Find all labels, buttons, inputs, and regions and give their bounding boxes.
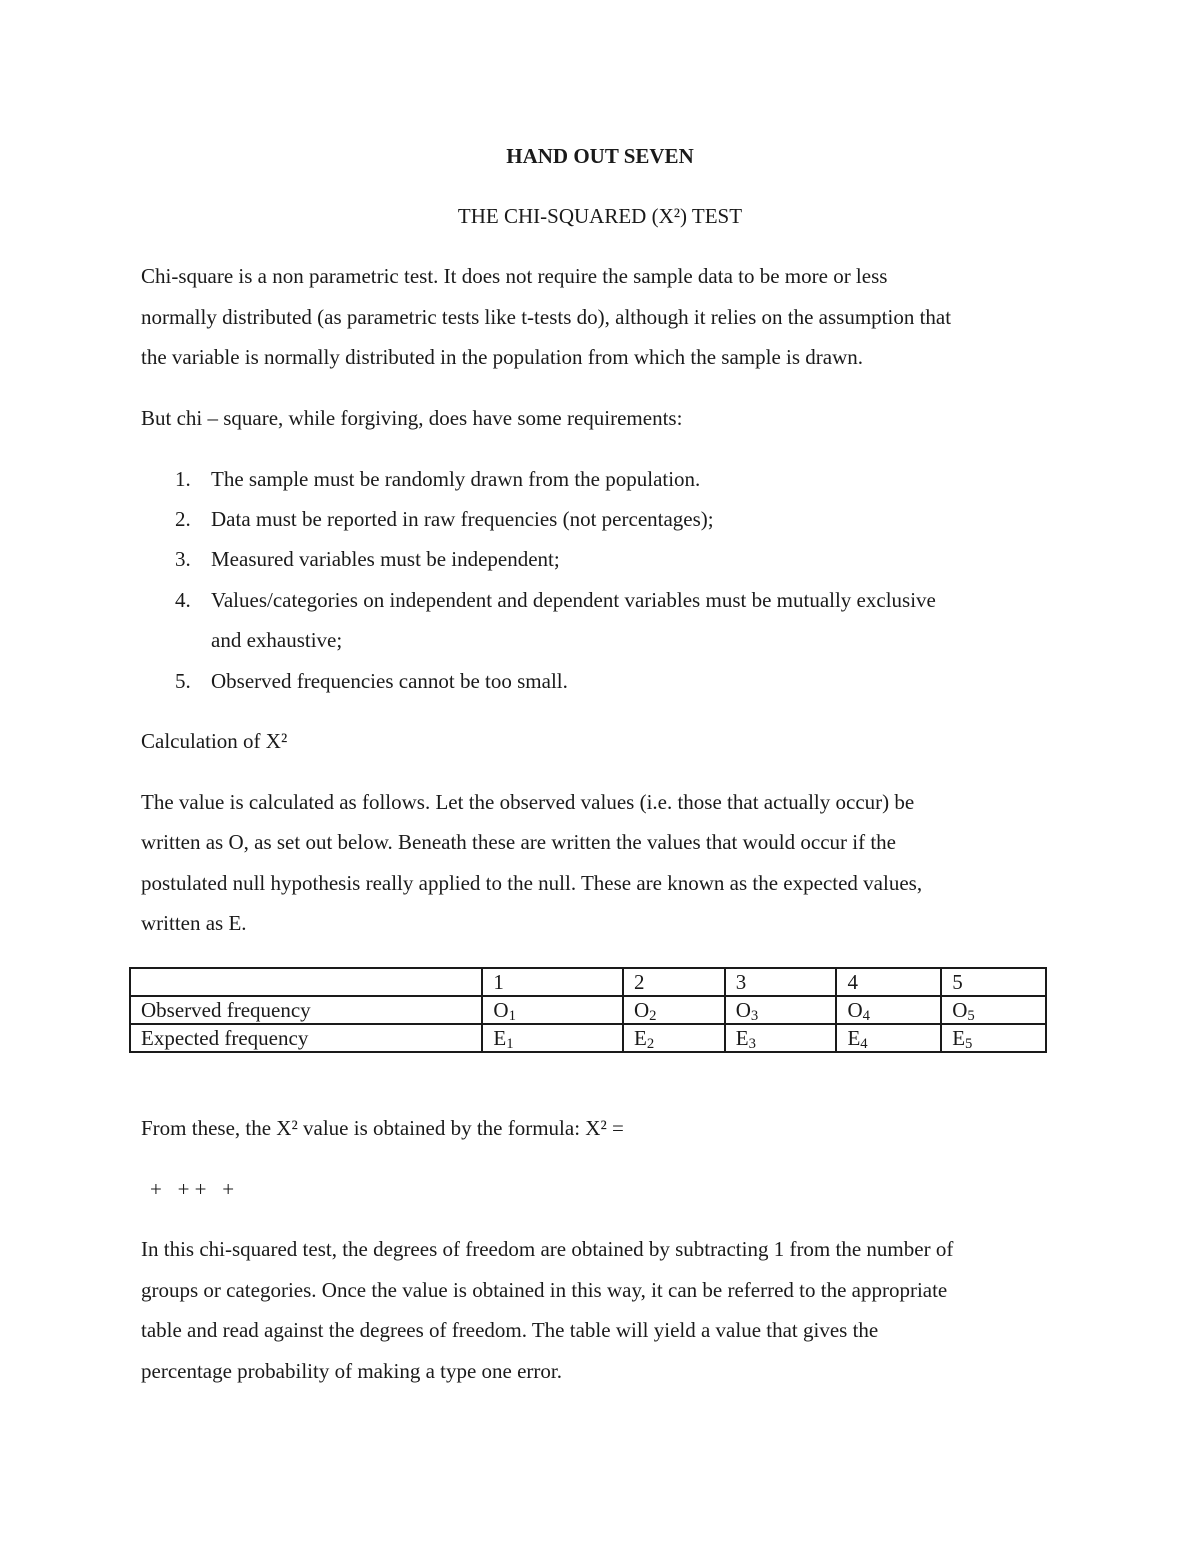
list-number: 4. <box>175 588 191 612</box>
table-cell: E4 <box>836 1024 941 1052</box>
calc-line-3: postulated null hypothesis really applied to the null. These are known as the expected values, <box>141 871 923 895</box>
calc-line-4: written as E. <box>141 911 247 935</box>
table-header-cell: 1 <box>482 968 623 996</box>
table-cell: E5 <box>941 1024 1046 1052</box>
table-header-cell: 4 <box>836 968 941 996</box>
list-item-continuation: and exhaustive; <box>211 628 343 652</box>
closing-line-3: table and read against the degrees of freedom. The table will yield a value that gives the <box>141 1318 879 1342</box>
table-header-cell: 3 <box>725 968 837 996</box>
list-number: 2. <box>175 507 191 531</box>
requirements-intro: But chi – square, while forgiving, does have some requirements: <box>141 406 683 430</box>
table-cell: O4 <box>836 996 941 1024</box>
list-item: Observed frequencies cannot be too small. <box>211 669 568 693</box>
list-number: 5. <box>175 669 191 693</box>
list-item: Measured variables must be independent; <box>211 547 560 571</box>
list-number: 1. <box>175 467 191 491</box>
table-header-cell: 2 <box>623 968 725 996</box>
section-heading: Calculation of X² <box>141 729 288 753</box>
calc-line-1: The value is calculated as follows. Let the observed values (i.e. those that actually occur) be <box>141 790 915 814</box>
table-header-cell: 5 <box>941 968 1046 996</box>
table-row <box>130 1024 1046 1052</box>
list-item: Data must be reported in raw frequencies (not percentages); <box>211 507 714 531</box>
table-cell: O2 <box>623 996 725 1024</box>
intro-line-2: normally distributed (as parametric tests like t-tests do), although it relies on the assumption that <box>141 305 952 329</box>
intro-line-3: the variable is normally distributed in the population from which the sample is drawn. <box>141 345 864 369</box>
table-cell: E1 <box>482 1024 623 1052</box>
page-subtitle: THE CHI-SQUARED (X²) TEST <box>457 204 743 228</box>
table-cell: O1 <box>482 996 623 1024</box>
list-number: 3. <box>175 547 191 571</box>
closing-line-4: percentage probability of making a type one error. <box>141 1359 563 1383</box>
list-item: The sample must be randomly drawn from the population. <box>211 467 701 491</box>
table-cell: E3 <box>725 1024 837 1052</box>
frequency-table <box>129 967 1047 1053</box>
table-cell: E2 <box>623 1024 725 1052</box>
closing-line-2: groups or categories. Once the value is obtained in this way, it can be referred to the appropriate <box>141 1278 948 1302</box>
table-cell: O5 <box>941 996 1046 1024</box>
formula-line: From these, the X² value is obtained by the formula: X² = <box>141 1116 624 1140</box>
table-header-row <box>130 968 1046 996</box>
table-row <box>130 996 1046 1024</box>
calc-line-2: written as O, as set out below. Beneath these are written the values that would occur if the <box>141 830 896 854</box>
formula-plus-signs: + + + + <box>150 1177 235 1201</box>
closing-line-1: In this chi-squared test, the degrees of freedom are obtained by subtracting 1 from the number of <box>141 1237 954 1261</box>
list-item: Values/categories on independent and dependent variables must be mutually exclusive <box>211 588 936 612</box>
row-label: Observed frequency <box>130 996 482 1024</box>
table-cell: O3 <box>725 996 837 1024</box>
page-title: HAND OUT SEVEN <box>506 144 694 168</box>
intro-line-1: Chi-square is a non parametric test. It does not require the sample data to be more or less <box>141 264 888 288</box>
table-header-cell <box>130 968 482 996</box>
row-label: Expected frequency <box>130 1024 482 1052</box>
